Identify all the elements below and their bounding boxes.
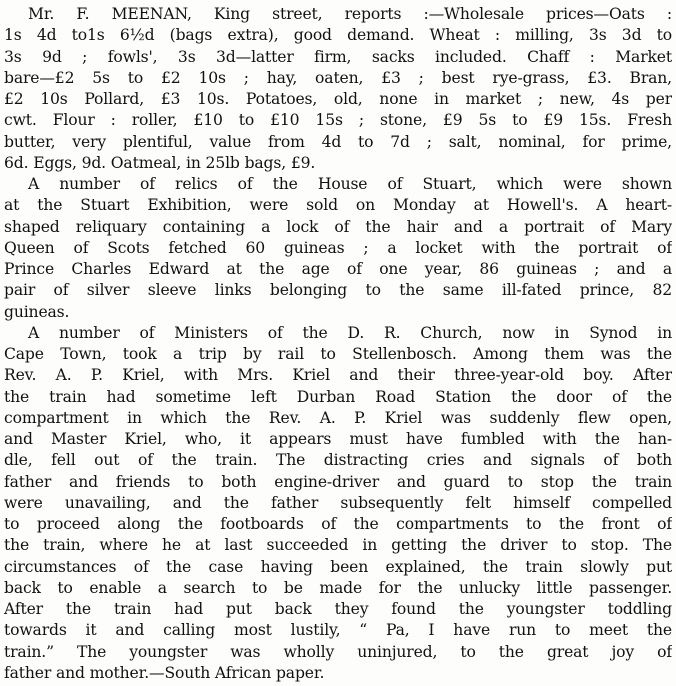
text-line: train.” The youngster was wholly uninjured, to the great joy of (4, 642, 672, 661)
text-line: father and friends to both engine-driver and guard to stop the train (4, 472, 672, 491)
text-line: cwt. Flour : roller, £10 to £10 15s ; stone, £9 5s to £9 15s. Fresh (4, 111, 672, 130)
text-line: A number of Ministers of the D. R. Church, now in Synod in (28, 323, 672, 342)
text-line: butter, very plentiful, value from 4d to 7d ; salt, nominal, for prime, (4, 132, 672, 151)
text-line: to proceed along the footboards of the compartments to the front of (4, 515, 672, 533)
text-line: Mr. F. MEENAN, King street, reports :—Wholesale prices—Oats : (28, 5, 672, 23)
text-line: After the train had put back they found the youngster toddling (4, 600, 672, 618)
text-line: dle, fell out of the train. The distracting cries and signals of both (4, 451, 672, 470)
text-line: compartment in which the Rev. A. P. Kriel was suddenly flew open, (4, 408, 672, 427)
text-line: at the Stuart Exhibition, were sold on Monday at Howell's. A heart- (4, 196, 672, 215)
text-line: shaped reliquary containing a lock of the hair and a portrait of Mary (4, 217, 672, 236)
text-line: towards it and calling most lustily, “ Pa, I have run to meet the (4, 621, 672, 640)
train-incident-paragraph (4, 323, 672, 684)
text-line: 1s 4d to1s 6½d (bags extra), good demand. Wheat : milling, 3s 3d to (4, 26, 672, 45)
text-line: bare—£2 5s to £2 10s ; hay, oaten, £3 ; best rye-grass, £3. Bran, (4, 68, 672, 87)
text-line: pair of silver sleeve links belonging to the same ill-fated prince, 82 (4, 281, 672, 300)
article-column (4, 4, 672, 684)
text-line: 3s 9d ; fowls', 3s 3d—latter firm, sacks included. Chaff : Market (4, 47, 672, 66)
text-line: Cape Town, took a trip by rail to Stellenbosch. Among them was the (4, 345, 672, 363)
text-line: back to enable a search to be made for the unlucky little passenger. (4, 578, 672, 597)
text-line: Prince Charles Edward at the age of one year, 86 guineas ; and a (4, 260, 672, 278)
text-line: father and mother.—South African paper. (4, 663, 325, 682)
text-line: circumstances of the case having been explained, the train slowly put (4, 557, 672, 576)
text-line: Queen of Scots fetched 60 guineas ; a locket with the portrait of (4, 238, 672, 257)
text-line: £2 10s Pollard, £3 10s. Potatoes, old, none in market ; new, 4s per (4, 90, 672, 108)
text-line: A number of relics of the House of Stuart, which were shown (28, 175, 672, 193)
stuart-relics-paragraph (4, 174, 672, 323)
text-line: the train, where he at last succeeded in getting the driver to stop. The (4, 536, 672, 555)
text-line: the train had sometime left Durban Road Station the door of the (4, 387, 672, 406)
market-report-paragraph (4, 4, 672, 174)
text-line: guineas. (4, 302, 70, 321)
text-line: Rev. A. P. Kriel, with Mrs. Kriel and their three-year-old boy. After (4, 366, 672, 385)
text-line: 6d. Eggs, 9d. Oatmeal, in 25lb bags, £9. (4, 153, 316, 172)
text-line: were unavailing, and the father subsequently felt himself compelled (4, 493, 672, 512)
text-line: and Master Kriel, who, it appears must have fumbled with the han- (4, 430, 672, 448)
